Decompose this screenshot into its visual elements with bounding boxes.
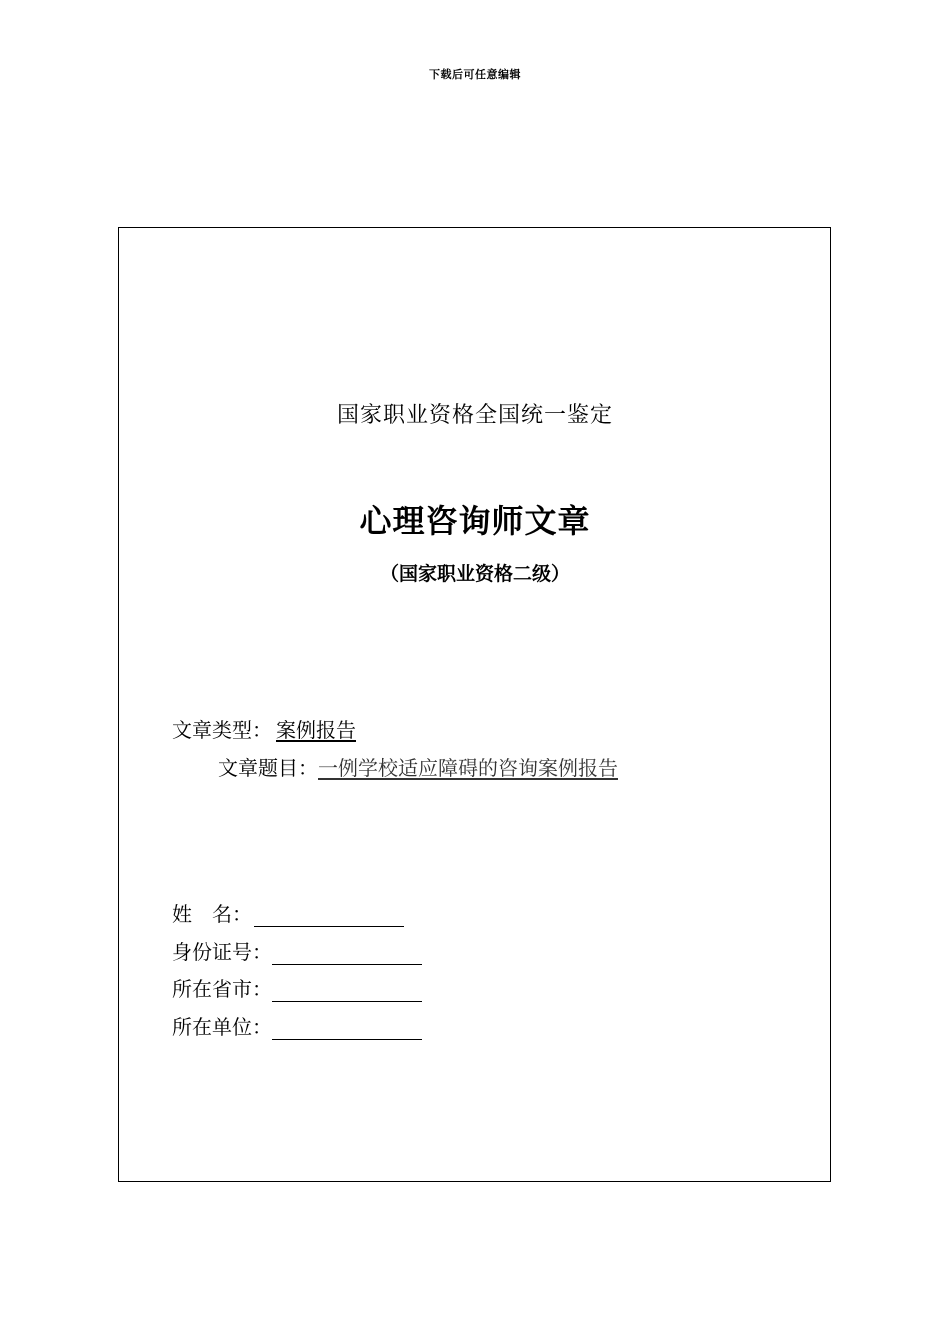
header-note: 下载后可任意编辑: [429, 68, 521, 81]
document-title: 心理咨询师文章: [359, 502, 591, 540]
article-topic-label: 文章题目：: [218, 756, 318, 780]
id-number-row: [172, 939, 422, 965]
name-label: 姓 名：: [172, 902, 252, 926]
work-unit-label: 所在单位：: [172, 1015, 272, 1039]
work-unit-row: [172, 1014, 422, 1040]
article-type-value: 案例报告: [276, 718, 356, 742]
name-row: [172, 901, 404, 927]
name-blank-line: [254, 906, 404, 927]
id-number-blank-line: [272, 944, 422, 965]
work-unit-blank-line: [272, 1019, 422, 1040]
article-topic-field: [218, 755, 618, 781]
article-type-label: 文章类型：: [172, 718, 272, 742]
document-subtitle: （国家职业资格二级）: [379, 563, 570, 585]
article-topic-value: 一例学校适应障碍的咨询案例报告: [318, 756, 618, 780]
province-city-row: [172, 976, 422, 1002]
organization-line: 国家职业资格全国统一鉴定: [336, 403, 613, 428]
id-number-label: 身份证号：: [172, 940, 272, 964]
province-city-blank-line: [272, 981, 422, 1002]
province-city-label: 所在省市：: [172, 977, 272, 1001]
article-type-field: [172, 717, 360, 743]
